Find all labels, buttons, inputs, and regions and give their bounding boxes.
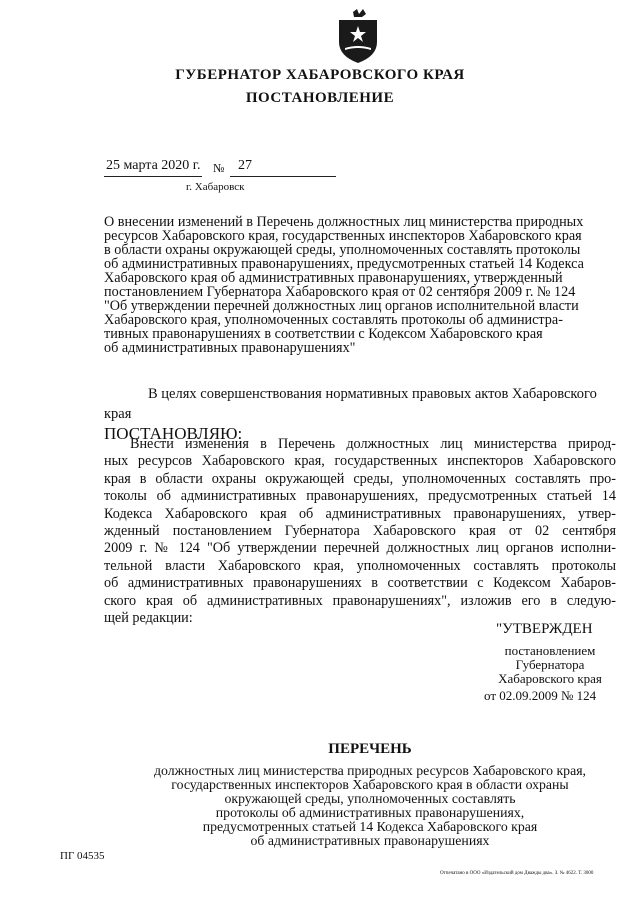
- document-number: 27: [238, 158, 252, 173]
- subject-line: "Об утверждении перечней должностных лиц органов исполнительной власти: [104, 298, 579, 314]
- body-line: тельной власти Хабаровского края, уполномоченных составлять протоколы: [104, 557, 616, 574]
- issuer-heading: ГУБЕРНАТОР ХАБАРОВСКОГО КРАЯ: [175, 67, 465, 83]
- approved-by: [470, 644, 630, 686]
- body-line: ных ресурсов Хабаровского края, государственных инспекторов Хабаровского: [104, 453, 616, 470]
- form-code: ПГ 04535: [60, 850, 105, 862]
- subject-line: Хабаровского края об административных правонарушениях, утвержденный: [104, 270, 563, 286]
- body-line: жденный постановлением Губернатора Хабаровского края от 02 сентября: [104, 523, 616, 540]
- body-line: щей редакции:: [104, 610, 193, 627]
- body-line: края в области охраны окружающей среды, уполномоченных составлять про-: [104, 470, 616, 487]
- body-line: Кодекса Хабаровского края об административных правонарушениях, утвер-: [104, 505, 616, 522]
- document-subject: [104, 215, 614, 355]
- approved-title: "УТВЕРЖДЕН: [496, 621, 593, 637]
- number-underline: [230, 176, 336, 177]
- approved-line: постановлением: [504, 643, 596, 658]
- list-subtitle-line: государственных инспекторов Хабаровского края в области охраны: [171, 777, 569, 792]
- subject-line: тивных правонарушениях в соответствии с Кодексом Хабаровского края: [104, 326, 543, 342]
- body-line: об административных правонарушениях в соответствии с Кодексом Хабаров-: [104, 575, 616, 592]
- approved-date: от 02.09.2009 № 124: [484, 688, 597, 703]
- list-subtitle-line: предусмотренных статьей 14 Кодекса Хабаровского края: [202, 819, 538, 834]
- document-type-heading: ПОСТАНОВЛЕНИЕ: [245, 90, 395, 106]
- city: г. Хабаровск: [186, 181, 245, 193]
- number-label: №: [213, 161, 225, 175]
- body-line: 2009 г. № 124 "Об утверждении перечней должностных лиц органов исполни-: [104, 540, 616, 557]
- subject-line: в области охраны окружающей среды, уполномоченных составлять протоколы: [104, 242, 581, 258]
- resolution-body: [104, 436, 616, 627]
- resolve-heading: ПОСТАНОВЛЯЮ:: [104, 424, 243, 443]
- list-subtitle: [120, 764, 620, 848]
- printer-imprint: Отпечатано в ООО «Издательский дом Дважды два». З. № 4622. Т. 3000: [440, 871, 594, 876]
- coat-of-arms-icon: [333, 8, 383, 64]
- approved-line: Губернатора: [515, 657, 585, 672]
- subject-line: Хабаровского края, уполномоченных составлять протоколы об администра-: [104, 312, 563, 328]
- date-underline: [104, 176, 202, 177]
- body-line: Внести изменения в Перечень должностных лиц министерства природ-: [130, 436, 616, 452]
- preamble-continuation: края: [104, 406, 132, 422]
- body-line: токолы об административных правонарушениях, предусмотренных статьей 14: [104, 488, 616, 505]
- subject-line: об административных правонарушениях": [104, 340, 356, 356]
- subject-line: постановлением Губернатора Хабаровского края от 02 сентября 2009 г. № 124: [104, 284, 576, 300]
- subject-line: об административных правонарушениях, предусмотренных статьей 14 Кодекса: [104, 256, 584, 272]
- approved-line: Хабаровского края: [498, 671, 602, 686]
- list-subtitle-line: протоколы об административных правонарушениях,: [215, 805, 525, 820]
- subject-line: О внесении изменений в Перечень должностных лиц министерства природных: [104, 214, 584, 230]
- document-date: 25 марта 2020 г.: [106, 158, 201, 173]
- subject-line: ресурсов Хабаровского края, государственных инспекторов Хабаровского края: [104, 228, 582, 244]
- list-subtitle-line: об административных правонарушениях: [250, 833, 490, 848]
- list-subtitle-line: окружающей среды, уполномоченных составлять: [224, 791, 516, 806]
- list-subtitle-line: должностных лиц министерства природных ресурсов Хабаровского края,: [154, 763, 586, 778]
- preamble: В целях совершенствования нормативных правовых актов Хабаровского: [148, 386, 597, 402]
- list-title: ПЕРЕЧЕНЬ: [328, 741, 412, 757]
- body-line: ского края об административных правонарушениях", изложив его в следую-: [104, 592, 616, 609]
